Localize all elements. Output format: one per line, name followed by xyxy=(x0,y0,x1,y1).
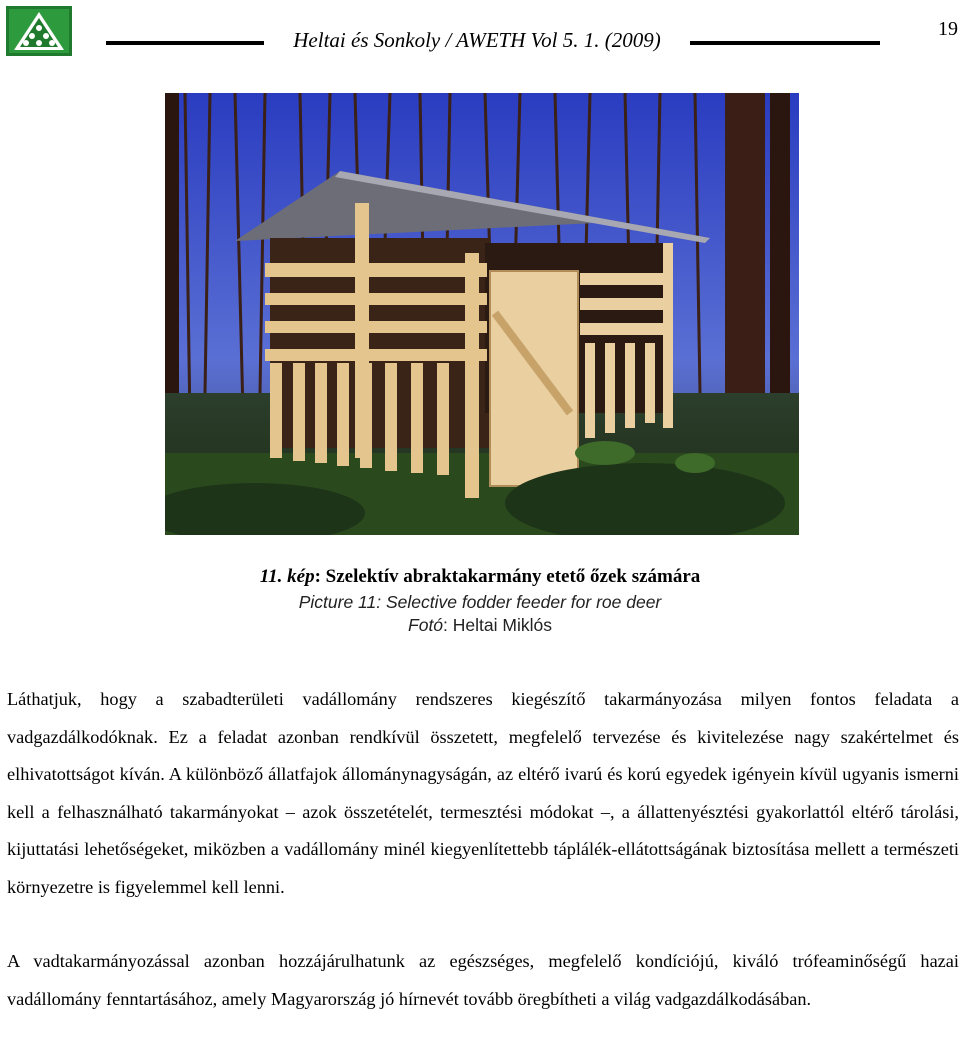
feeder-photo xyxy=(165,93,799,535)
page-number: 19 xyxy=(938,18,958,40)
aweth-logo-icon xyxy=(6,6,72,56)
figure-caption-text: : Szelektív abraktakarmány etető őzek számára xyxy=(314,566,701,587)
header-rule-right xyxy=(690,41,880,45)
figure-caption-title xyxy=(0,566,960,588)
figure-caption-label: 11. kép xyxy=(259,566,315,587)
photo-credit-name: : Heltai Miklós xyxy=(443,615,552,635)
journal-header: Heltai és Sonkoly / AWETH Vol 5. 1. (2009) xyxy=(293,28,661,52)
body-paragraph-2: A vadtakarmányozással azonban hozzájárulhatunk az egészséges, megfelelő kondíciójú, kiváló trófeaminőségű hazai vadállomány fenntartásához, amely Magyarország jó hírnevét tovább öregbítheti a világ vadgazdálkodásában. xyxy=(7,951,959,1009)
figure-photo-credit xyxy=(0,615,960,636)
journal-logo xyxy=(6,6,72,56)
header-rule-left xyxy=(106,41,264,45)
figure-caption-english: Picture 11: Selective fodder feeder for roe deer xyxy=(298,592,662,612)
body-paragraph-1: Láthatjuk, hogy a szabadterületi vadállomány rendszeres kiegészítő takarmányozása milyen fontos feladata a vadgazdálkodóknak. Ez a feladat azonban rendkívül összetett, megfelelő tervezése és kivitelezése nagy szakértelmet és elhivatottságot kíván. A különböző állatfajok állománynagyságán, az eltérő ivarú és korú egyedek igényein kívül ugyanis ismerni kell a felhasználható takarmányokat – azok összetételét, termesztési módokat –, a állattenyésztési gyakorlattól eltérő tárolási, kijuttatási lehetőségeket, miközben a vadállomány minél kiegyenlítettebb táplálék-ellátottságának biztosítása mellett a természeti környezetre is figyelemmel kell lenni. xyxy=(7,689,959,897)
feeder-photo-image xyxy=(165,93,799,535)
photo-credit-label: Fotó xyxy=(408,615,444,635)
